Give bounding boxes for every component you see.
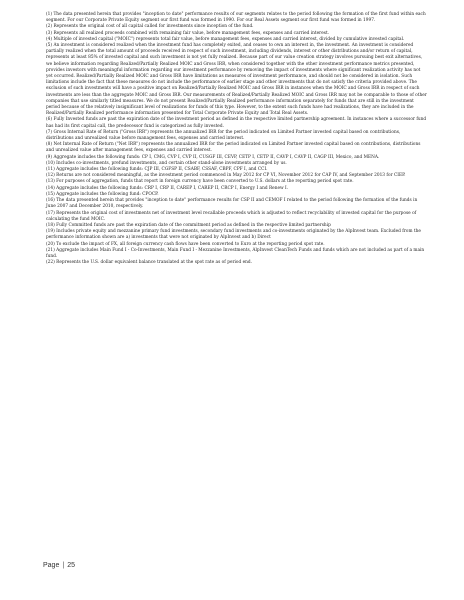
footnote-7: (7) Gross Internal Rate of Return ("Gross IRR") represents the annualized IRR for the period indicated on Limited Partner invested capital based on contributions, distributions and unrealized value before management fees, expenses and carried interest.	[46, 129, 401, 142]
footnote-11: (11) Aggregate includes the following funds: CJP III, CGFSP II, CSABF, CSSAF, CBPF, CPF I, and CCI.	[46, 167, 268, 173]
footnote-21: (21) Aggregate includes Main Fund I - Co-Investments, Main Fund I - Mezzanine Investments, AlpInvest CleanTech Funds and funds which are not included as part of a main fund.	[46, 247, 425, 259]
footnote-9: (9) Aggregate includes the following funds: CP I, CMG, CVP I, CVP II, CUSGF III, CEVP, CETP I, CETP II, CAVP I, CAVP II, CAGP III, Mexico, and MENA.	[46, 154, 380, 160]
page-label: Page	[43, 562, 60, 569]
footnote-14: (14) Aggregate includes the following funds: CRP I, CRP II, CAREP I, CAREP II, CRCP I, Energy I and Renew I.	[46, 185, 289, 191]
footnote-2: (2) Represents the original cost of all capital called for investments since inception of the fund.	[46, 24, 254, 30]
footnote-15: (15) Aggregate includes the following fund: CPOCP.	[46, 191, 159, 197]
footnote-19: (19) Includes private equity and mezzanine primary fund investments, secondary fund investments and co-investments originated by the AlpInvest team. Excluded from the performance information shown are a) investments that were not originated by AlpInvest and b) Direct	[46, 229, 421, 241]
footnote-10: (10) Includes co-investments, prefund investments, and certain other stand-alone investments arranged by us.	[46, 160, 287, 166]
footnote-6: (6) Fully Invested funds are past the expiration date of the investment period as defined in the respective limited partnership agreement. In instances where a successor fund has had its first capital call, the predecessor fund is categorized as fully invested.	[46, 117, 427, 129]
footnotes-block	[46, 12, 428, 266]
footnote-8: (8) Net Internal Rate of Return ("Net IRR") represents the annualized IRR for the period indicated on Limited Partner invested capital based on contributions, distributions and unrealized value after management fees, expenses and carried interest.	[46, 142, 421, 154]
footnote-1: (1) The data presented herein that provides "inception to date" performance results of our segments relates to the period following the formation of the first fund within each segment. For our Corporate Private Equity segment our first fund was formed in 1990. For our Real Assets segment our first fund was formed in 1997.	[46, 12, 426, 24]
footnote-13: (13) For purposes of aggregation, funds that report in foreign currency have been converted to U.S. dollars at the reporting period spot rate.	[46, 179, 354, 185]
footnote-17: (17) Represents the original cost of investments net of investment level recallable proceeds which is adjusted to reflect recyclability of invested capital for the purpose of calculating the fund MOIC.	[46, 210, 417, 222]
footnote-16: (16) The data presented herein that provides "inception to date" performance results for CSP II and CEMOF I related to the period following the formation of the funds in June 2007 and December 2010, respectively.	[46, 198, 418, 210]
footnote-12: (12) Returns are not considered meaningful, as the investment period commenced in May 2012 for CP VI, November 2012 for CAP IV, and September 2013 for CIEP.	[46, 173, 406, 179]
page-footer	[43, 562, 75, 569]
footnote-3: (3) Represents all realized proceeds combined with remaining fair value, before management fees, expenses and carried interest.	[46, 30, 330, 36]
footnote-20: (20) To exclude the impact of FX, all foreign currency cash flows have been converted to Euro at the reporting period spot rate.	[46, 241, 325, 247]
footnote-22: (22) Represents the U.S. dollar equivalent balance translated at the spot rate as of period end.	[46, 260, 253, 266]
footnote-18: (18) Fully Committed funds are past the expiration date of the commitment period as defined in the respective limited partnership	[46, 222, 331, 228]
footnote-4: (4) Multiple of invested capital ("MOIC") represents total fair value, before management fees, expenses and carried interest, divided by cumulative invested capital.	[46, 36, 405, 42]
footer-separator: |	[62, 562, 65, 569]
footnote-5: (5) An investment is considered realized when the investment fund has completely exited, and ceases to own an interest in, the investment. An investment is considered partially realized when the total amount of proceeds received in respect of such investment, including dividends, interest or other distributions and/or return of capital, represents at least 85% of invested capital and such investment is not yet fully realized. Because part of our value creation strategy involves pursuing best exit alternatives, we believe information regarding Realized/Partially Realized MOIC and Gross IRR, when considered together with the other investment performance metrics presented, provides investors with meaningful information regarding our investment performance by removing the impact of investments where significant realization activity has not yet occurred. Realized/Partially Realized MOIC and Gross IRR have limitations as measures of investment performance, and should not be considered in isolation. Such limitations include the fact that these measures do not include the performance of earlier stage and other investments that do not satisfy the criteria provided above. The exclusion of such investments will have a positive impact on Realized/Partially Realized MOIC and Gross IRR in instances when the MOIC and Gross IRR in respect of such investments are less than the aggregate MOIC and Gross IRR. Our measurements of Realized/Partially Realized MOIC and Gross IRR may not be comparable to those of other companies that use similarly titled measures. We do not present Realized/Partially Realized performance information separately for funds that are still in the investment period because of the relatively insignificant level of realizations for funds of this type. However, to the extent such funds have had realizations, they are included in the Realized/Partially Realized performance information presented for Total Corporate Private Equity and Total Real Assets.	[46, 43, 427, 117]
page-number: 25	[67, 562, 75, 569]
